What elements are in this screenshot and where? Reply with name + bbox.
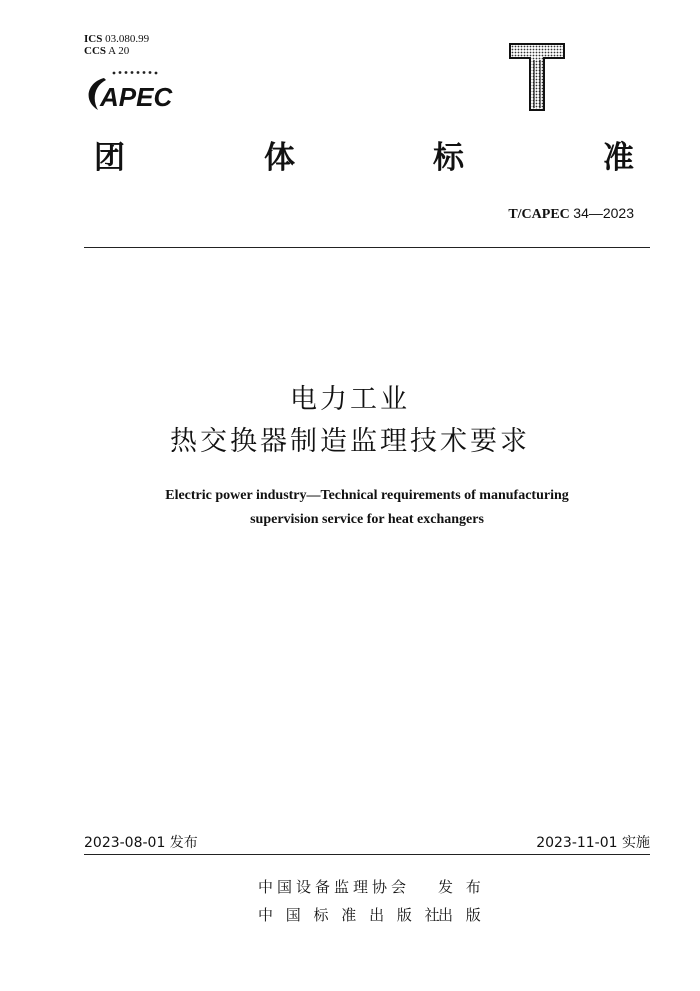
ccs-line xyxy=(84,45,149,57)
ccs-label: CCS xyxy=(84,45,107,57)
standard-number xyxy=(508,205,634,223)
publisher-org-1: 中国设备监理协会 xyxy=(258,878,411,896)
standard-prefix: T/CAPEC xyxy=(508,207,570,222)
header-divider xyxy=(84,247,650,248)
category-char-4: 准 xyxy=(603,140,634,176)
ics-label: ICS xyxy=(84,33,103,45)
category-char-3: 标 xyxy=(433,140,464,176)
classification-codes xyxy=(84,33,149,57)
logo-dots xyxy=(113,71,158,74)
publisher-role-1: 发 布 xyxy=(438,878,485,896)
title-line-2: 热交换器制造监理技术要求 xyxy=(170,426,530,457)
english-title-line-1: Electric power industry—Technical requirements of manufacturing xyxy=(165,488,569,503)
footer-divider xyxy=(84,854,650,855)
category-char-2: 体 xyxy=(264,140,295,176)
standard-number-value: 34—2023 xyxy=(573,205,634,221)
capec-logo xyxy=(84,70,194,114)
ccs-code: A 20 xyxy=(108,45,130,57)
publisher-role-2: 出 版 xyxy=(438,906,485,924)
ics-code: 03.080.99 xyxy=(105,33,150,45)
implement-date: 2023-11-01 实施 xyxy=(536,835,650,851)
publish-date: 2023-08-01 发布 xyxy=(84,835,198,851)
publisher-org-2: 中 国 标 准 出 版 社 xyxy=(258,906,444,924)
standard-type-mark xyxy=(508,42,566,112)
ics-line xyxy=(84,33,149,45)
logo-text: APEC xyxy=(100,82,173,112)
title-line-1: 电力工业 xyxy=(290,384,410,415)
english-title-line-2: supervision service for heat exchangers xyxy=(250,512,484,527)
category-char-1: 团 xyxy=(94,140,125,176)
